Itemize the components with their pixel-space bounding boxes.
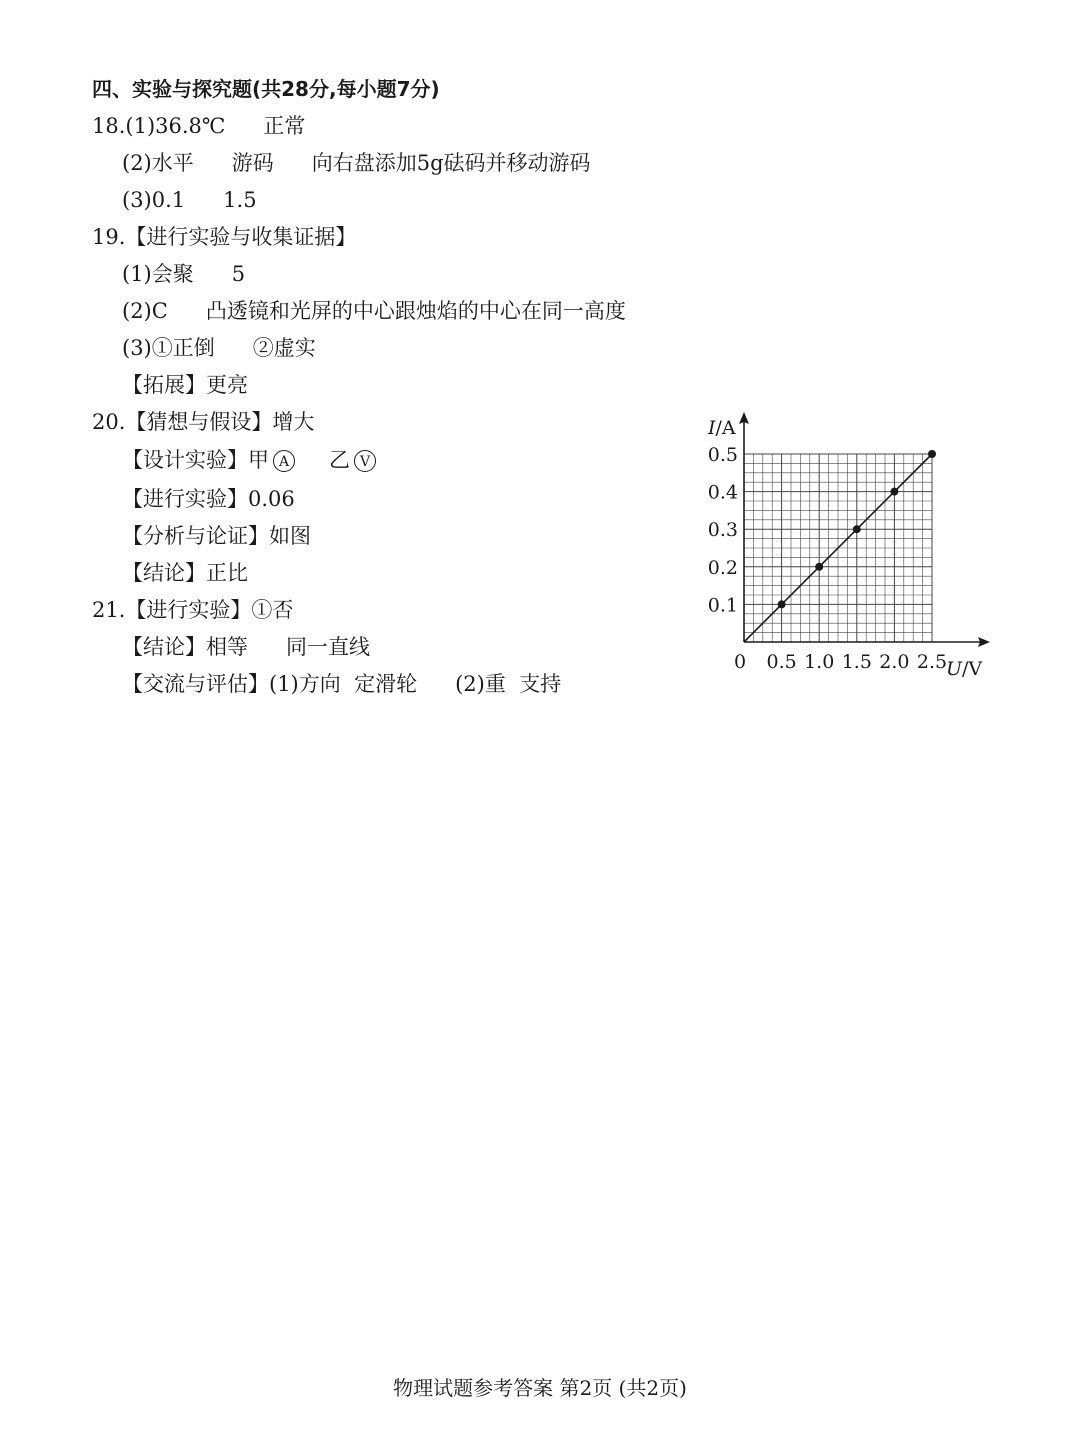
- q21-concl-b: 同一直线: [286, 635, 370, 659]
- q20-hyp-label: 【猜想与假设】: [125, 410, 273, 434]
- x-tick-label: 0.5: [766, 651, 797, 673]
- y-tick-label: 0.3: [707, 519, 738, 542]
- iu-graph: [700, 412, 1000, 682]
- q20-hyp-value: 增大: [272, 410, 315, 434]
- q19-p2-answer-a: C: [151, 299, 168, 323]
- q19-p2-label: (2): [122, 299, 152, 323]
- q21-concl-label: 【结论】: [122, 635, 206, 659]
- q20-design-a: 甲: [248, 448, 269, 472]
- q18-p3-label: (3): [122, 188, 152, 212]
- q19-ext-value: 更亮: [206, 373, 248, 397]
- x-tick-label: 2.0: [879, 651, 910, 673]
- q18-p3-answer-b: 1.5: [223, 188, 257, 212]
- q20-concl-label: 【结论】: [122, 561, 206, 585]
- graph-data: [744, 450, 936, 642]
- q21-exp-value: ①否: [251, 598, 294, 622]
- q20-design-b: 乙: [329, 448, 350, 472]
- x-tick-label: 1.0: [804, 651, 835, 673]
- q21-experiment: [92, 596, 293, 624]
- q18-p2-answer-a: 水平: [151, 151, 194, 175]
- q18-p2-answer-b: 游码: [231, 151, 274, 175]
- q21-eval-a: (1)方向 定滑轮: [269, 672, 418, 696]
- q21-eval-label: 【交流与评估】: [122, 672, 269, 696]
- q18-p3-answer-a: 0.1: [151, 188, 186, 212]
- x-axis-title: U/V: [946, 658, 983, 680]
- y-axis-title: I/A: [708, 417, 736, 439]
- q19-p3-answer-a: ①正倒: [151, 336, 215, 360]
- data-point: [928, 450, 936, 458]
- q18-p1-answer-a: 36.8℃: [155, 114, 226, 138]
- q20-hypothesis: [92, 408, 314, 436]
- q19-p3-answer-b: ②虚实: [252, 336, 316, 360]
- q21-exp-label: 【进行实验】: [125, 598, 252, 622]
- graph-labels: [707, 417, 982, 680]
- q20-exp-value: 0.06: [248, 487, 295, 511]
- q18-part3: [122, 186, 257, 214]
- q20-analysis-value: 如图: [269, 524, 311, 548]
- q21-eval-b: (2)重 支持: [455, 672, 562, 696]
- q19-p1-label: (1): [122, 262, 152, 286]
- section-heading: 四、实验与探究题(共28分,每小题7分): [92, 77, 440, 101]
- q18-part2: [122, 149, 591, 177]
- q21-conclusion: [122, 633, 370, 661]
- y-tick-label: 0.2: [707, 556, 738, 579]
- origin-label: 0: [733, 651, 747, 673]
- q18-part1: [92, 112, 305, 140]
- q19-title: 【进行实验与收集证据】: [125, 225, 357, 249]
- y-tick-label: 0.5: [707, 444, 738, 466]
- q20-design: [122, 446, 380, 474]
- q20-number: 20.: [92, 410, 126, 434]
- q19-p1-answer-a: 会聚: [151, 262, 194, 286]
- y-tick-label: 0.4: [707, 481, 738, 504]
- q19-p2-answer-b: 凸透镜和光屏的中心跟烛焰的中心在同一高度: [205, 299, 626, 323]
- q20-analysis-label: 【分析与论证】: [122, 524, 269, 548]
- data-point: [815, 563, 823, 571]
- q19-extension: [122, 371, 248, 399]
- data-point: [853, 525, 861, 533]
- q19-ext-label: 【拓展】: [122, 373, 206, 397]
- q19-title-line: [92, 223, 356, 251]
- data-point: [778, 600, 786, 608]
- data-point: [890, 488, 898, 496]
- q20-concl-value: 正比: [206, 561, 248, 585]
- ammeter-symbol: A: [273, 450, 295, 472]
- q20-analysis: [122, 522, 311, 550]
- q21-number: 21.: [92, 598, 126, 622]
- q20-design-label: 【设计实验】: [122, 448, 248, 472]
- q19-part3: [122, 334, 316, 362]
- page-footer: 物理试题参考答案 第2页 (共2页): [393, 1376, 687, 1400]
- q20-conclusion: [122, 559, 248, 587]
- q19-part1: [122, 260, 245, 288]
- q21-evaluation: [122, 670, 561, 698]
- q20-exp-label: 【进行实验】: [122, 487, 248, 511]
- q19-p1-answer-b: 5: [231, 262, 246, 286]
- q19-part2: [122, 297, 626, 325]
- y-tick-label: 0.1: [707, 594, 738, 617]
- x-tick-label: 1.5: [841, 651, 872, 673]
- q18-p2-answer-c: 向右盘添加5g砝码并移动游码: [311, 151, 591, 175]
- q18-p2-label: (2): [122, 151, 152, 175]
- voltmeter-symbol: V: [354, 450, 376, 472]
- x-tick-label: 2.5: [916, 651, 948, 673]
- q21-concl-a: 相等: [206, 635, 248, 659]
- q19-p3-label: (3): [122, 336, 152, 360]
- q20-experiment: [122, 485, 295, 513]
- q18-p1-label: (1): [125, 114, 156, 138]
- q19-number: 19.: [92, 225, 126, 249]
- q18-p1-answer-b: 正常: [263, 114, 306, 138]
- q18-number: 18.: [92, 114, 126, 138]
